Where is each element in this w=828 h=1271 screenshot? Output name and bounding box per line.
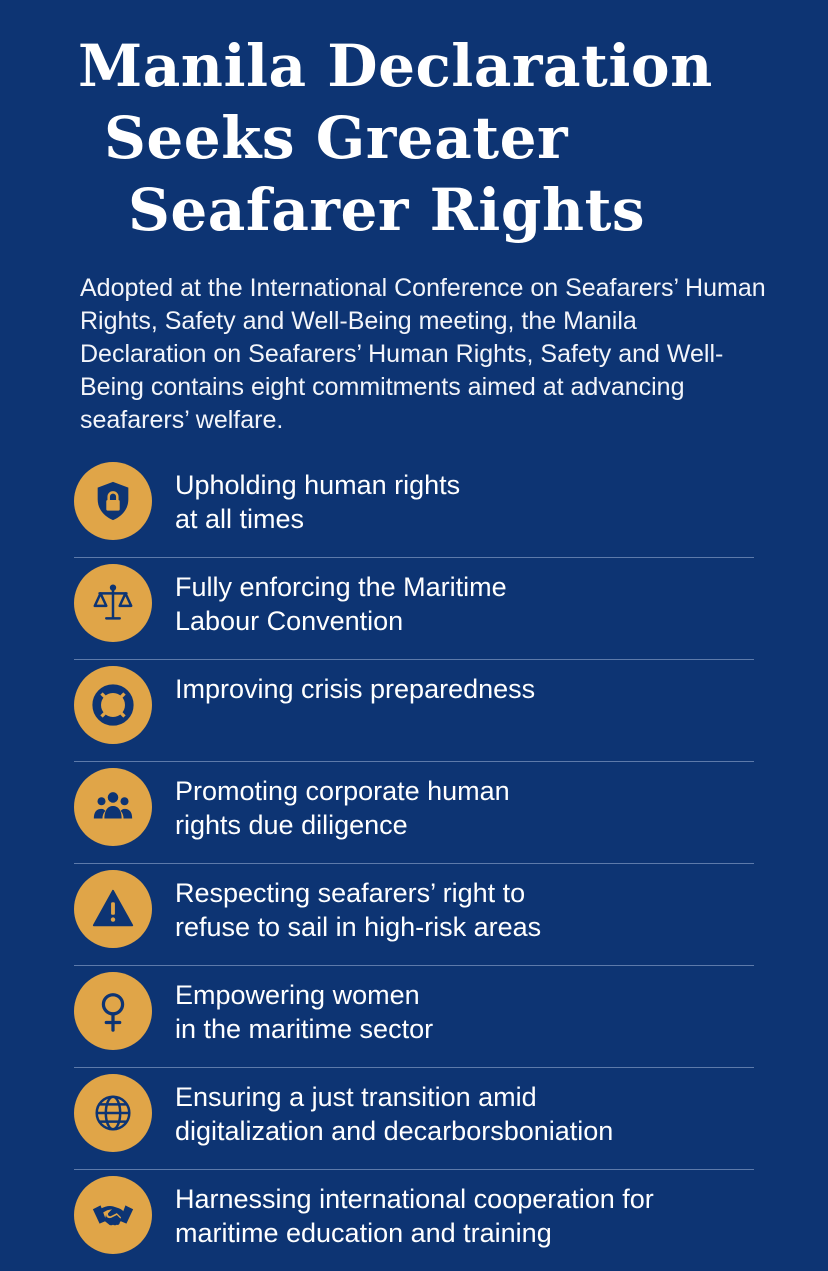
commitment-item (74, 966, 754, 1068)
people-group-icon (74, 768, 152, 846)
commitment-label: Empowering women in the maritime sector (175, 980, 434, 1044)
commitment-item (74, 762, 754, 864)
warning-icon (74, 870, 152, 948)
commitment-item (74, 558, 754, 660)
female-symbol-icon (74, 972, 152, 1050)
commitments-list (74, 456, 754, 1271)
scales-icon (74, 564, 152, 642)
intro-paragraph: Adopted at the International Conference on Seafarers’ Human Rights, Safety and Well-Being meeting, the Manila Declaration on Seafarers’ Human Rights, Safety and Well-Being contains eight commitments aimed at advancing seafarers’ welfare. (80, 274, 766, 434)
shield-lock-icon (74, 462, 152, 540)
commitment-item (74, 456, 754, 558)
commitment-label: Promoting corporate human rights due diligence (175, 776, 510, 840)
commitment-label: Fully enforcing the Maritime Labour Convention (175, 572, 507, 636)
commitment-label: Harnessing international cooperation for maritime education and training (175, 1184, 654, 1248)
commitment-item (74, 864, 754, 966)
commitment-item (74, 660, 754, 762)
title-line: Seeks Greater (104, 104, 569, 172)
title-line: Seafarer Rights (128, 176, 646, 244)
page-title (78, 30, 778, 246)
handshake-icon (74, 1176, 152, 1254)
commitment-item (74, 1170, 754, 1271)
commitment-item (74, 1068, 754, 1170)
globe-icon (74, 1074, 152, 1152)
commitment-label: Ensuring a just transition amid digitalization and decarborsboniation (175, 1082, 614, 1146)
commitment-label: Upholding human rights at all times (175, 470, 461, 534)
commitment-label: Respecting seafarers’ right to refuse to sail in high-risk areas (175, 878, 542, 942)
title-line: Manila Declaration (78, 32, 713, 100)
lifebuoy-icon (74, 666, 152, 744)
commitment-label: Improving crisis preparedness (175, 674, 536, 704)
